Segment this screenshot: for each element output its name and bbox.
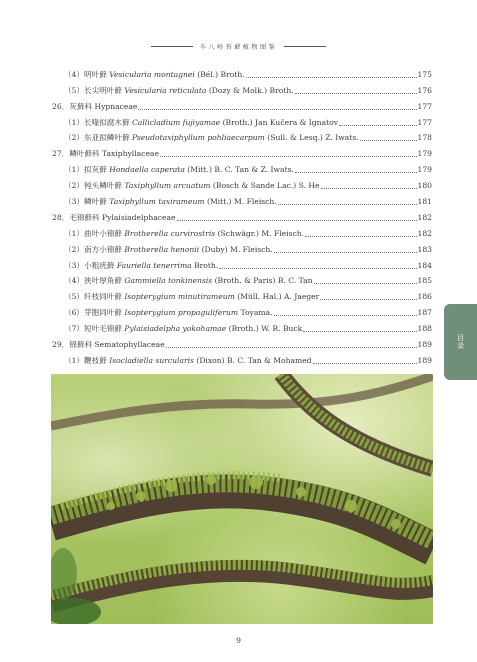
toc-species-entry[interactable] <box>52 175 432 191</box>
toc-entry-name: （5）长尖明叶藓 <box>64 85 125 95</box>
toc-family-entry[interactable] <box>52 143 432 159</box>
contents-side-tab[interactable] <box>444 304 477 380</box>
toc-entry-page: 178 <box>417 133 432 143</box>
toc-entry-page: 179 <box>417 149 432 159</box>
header-right-rule <box>284 46 326 47</box>
toc-entry-name: （2）南方小锦藓 <box>64 244 125 254</box>
toc-entry-author: (Dixon) B. C. Tan & Mohamed <box>193 355 312 365</box>
toc-entry-page: 177 <box>417 117 432 127</box>
toc-entry-latin-name: Gammiella tonkinensis <box>124 276 213 286</box>
toc-entry-label <box>64 356 312 366</box>
toc-dot-leader <box>295 172 417 173</box>
toc-entry-latin-name: Hondaella caperata <box>109 165 185 175</box>
toc-species-entry[interactable] <box>52 112 432 128</box>
toc-species-entry[interactable] <box>52 64 432 80</box>
toc-entry-page: 176 <box>417 85 432 95</box>
toc-entry-latin-name: Fauriella tenerrima <box>116 260 192 270</box>
toc-entry-label <box>64 276 313 286</box>
toc-entry-author: (Schwägr.) M. Fleisch. <box>215 228 305 238</box>
moss-photo <box>51 374 433 624</box>
toc-entry-label <box>64 70 245 80</box>
toc-dot-leader <box>360 140 417 141</box>
toc-entry-name: （5）纤枝同叶藓 <box>64 292 125 302</box>
toc-entry-name: （1）拟灰藓 <box>64 165 110 175</box>
toc-species-entry[interactable] <box>52 128 432 144</box>
toc-entry-latin-name: Callicladium fujiyamae <box>132 117 221 127</box>
toc-entry-author: Broth. <box>191 260 219 270</box>
toc-entry-page: 179 <box>417 165 432 175</box>
toc-entry-name: （1）长喙拟腐木藓 <box>64 117 132 127</box>
toc-dot-leader <box>305 236 416 237</box>
toc-dot-leader <box>160 156 417 157</box>
toc-entry-author: (Bél.) Broth. <box>194 69 245 79</box>
toc-entry-label <box>52 102 137 112</box>
toc-entry-page: 189 <box>417 340 432 350</box>
toc-dot-leader <box>320 299 416 300</box>
toc-entry-label <box>64 197 277 207</box>
toc-entry-name: 27．鳞叶藓科 Taxiphyllaceae <box>52 149 159 159</box>
page-number: 9 <box>236 636 241 645</box>
toc-dot-leader <box>303 331 416 332</box>
toc-entry-label <box>64 133 359 143</box>
toc-entry-author: (Broth.) W. R. Buck <box>226 324 303 334</box>
toc-entry-label <box>64 324 302 334</box>
toc-dot-leader <box>278 204 417 205</box>
toc-species-entry[interactable] <box>52 255 432 271</box>
toc-entry-author: (Bosch & Sande Lac.) S. He <box>210 181 320 191</box>
toc-entry-page: 183 <box>417 244 432 254</box>
toc-entry-label <box>52 213 176 223</box>
toc-species-entry[interactable] <box>52 271 432 287</box>
toc-entry-page: 180 <box>417 181 432 191</box>
toc-entry-latin-name: Vesicularia montagnei <box>109 69 195 79</box>
toc-entry-label <box>64 118 338 128</box>
toc-entry-author: (Mitt.) M. Fleisch. <box>204 197 277 207</box>
toc-entry-latin-name: Brotherella henonii <box>124 244 200 254</box>
side-tab-label: 目录 <box>456 334 465 350</box>
toc-entry-name: 26．灰藓科 Hypnaceae <box>52 101 138 111</box>
toc-entry-page: 188 <box>417 324 432 334</box>
toc-entry-latin-name: Taxiphyllum arcuatum <box>124 181 211 191</box>
toc-entry-page: 185 <box>417 276 432 286</box>
toc-dot-leader <box>274 252 417 253</box>
toc-entry-page: 177 <box>417 101 432 111</box>
toc-entry-latin-name: Pseudotaxiphyllum pohliaecarpum <box>132 133 265 143</box>
toc-family-entry[interactable] <box>52 334 432 350</box>
toc-entry-label <box>64 86 294 96</box>
toc-entry-latin-name: Pylaisiadelpha yokohamae <box>124 324 227 334</box>
running-header <box>0 40 477 52</box>
table-of-contents <box>52 64 432 366</box>
toc-dot-leader <box>321 188 417 189</box>
toc-dot-leader <box>138 109 416 110</box>
toc-species-entry[interactable] <box>52 318 432 334</box>
toc-entry-page: 175 <box>417 69 432 79</box>
toc-entry-page: 189 <box>417 355 432 365</box>
toc-species-entry[interactable] <box>52 191 432 207</box>
toc-entry-page: 186 <box>417 292 432 302</box>
toc-entry-latin-name: Brotherella curvirostris <box>124 228 216 238</box>
toc-entry-name: （7）短叶毛锦藓 <box>64 324 125 334</box>
toc-entry-author: (Müll. Hal.) A. Jaeger <box>234 292 320 302</box>
toc-entry-label <box>52 149 159 159</box>
toc-family-entry[interactable] <box>52 96 432 112</box>
toc-entry-label <box>64 229 304 239</box>
toc-entry-page: 187 <box>417 308 432 318</box>
toc-dot-leader <box>295 93 417 94</box>
toc-dot-leader <box>177 220 417 221</box>
toc-entry-label <box>64 181 320 191</box>
toc-entry-name: （3）鳞叶藓 <box>64 197 110 207</box>
toc-entry-label <box>64 292 319 302</box>
moss-on-branches-illustration <box>51 374 433 624</box>
toc-entry-latin-name: Vesicularia reticulata <box>124 85 207 95</box>
toc-entry-author: Toyama. <box>238 308 273 318</box>
toc-species-entry[interactable] <box>52 80 432 96</box>
toc-entry-label <box>64 308 273 318</box>
toc-entry-name: （1）曲叶小锦藓 <box>64 228 125 238</box>
toc-species-entry[interactable] <box>52 302 432 318</box>
toc-entry-author: (Mitt.) B. C. Tan & Z. Iwats. <box>184 165 294 175</box>
toc-dot-leader <box>339 125 416 126</box>
toc-entry-label <box>64 165 294 175</box>
header-left-rule <box>151 46 193 47</box>
toc-entry-latin-name: Isopterygium minutirameum <box>124 292 235 302</box>
toc-entry-label <box>64 245 273 255</box>
toc-entry-page: 182 <box>417 212 432 222</box>
header-title: 车八岭苔藓植物图鉴 <box>199 43 278 51</box>
toc-entry-name: （3）小粗疣藓 <box>64 260 117 270</box>
toc-entry-author: (Duby) M. Fleisch. <box>199 244 273 254</box>
toc-dot-leader <box>314 283 417 284</box>
toc-entry-name: 29．锦藓科 Sematophyllaceae <box>52 340 165 350</box>
toc-entry-author: (Dozy & Molk.) Broth. <box>206 85 294 95</box>
toc-species-entry[interactable] <box>52 159 432 175</box>
toc-species-entry[interactable] <box>52 286 432 302</box>
toc-species-entry[interactable] <box>52 223 432 239</box>
toc-entry-author: (Sull. & Lesq.) Z. Iwats. <box>264 133 359 143</box>
toc-entry-name: （1）鞭枝藓 <box>64 355 110 365</box>
toc-entry-label <box>52 340 165 350</box>
toc-species-entry[interactable] <box>52 350 432 366</box>
toc-entry-page: 184 <box>417 260 432 270</box>
toc-entry-label <box>64 261 218 271</box>
toc-entry-name: （4）明叶藓 <box>64 69 110 79</box>
toc-entry-author: (Broth. & Paris) B. C. Tan <box>212 276 313 286</box>
toc-entry-latin-name: Isocladiella surcularis <box>109 355 194 365</box>
toc-entry-latin-name: Taxiphyllum taxirameum <box>109 197 205 207</box>
toc-dot-leader <box>313 363 417 364</box>
toc-entry-page: 181 <box>417 197 432 207</box>
toc-entry-name: （4）狭叶厚角藓 <box>64 276 125 286</box>
toc-dot-leader <box>246 77 417 78</box>
toc-entry-page: 182 <box>417 228 432 238</box>
toc-entry-latin-name: Isopterygium propaguliferum <box>124 308 239 318</box>
toc-species-entry[interactable] <box>52 239 432 255</box>
toc-dot-leader <box>166 347 417 348</box>
toc-dot-leader <box>219 268 416 269</box>
toc-entry-author: (Broth.) Jan Kučera & Ignatov <box>220 117 339 127</box>
toc-dot-leader <box>274 315 417 316</box>
toc-entry-name: （2）东亚拟鳞叶藓 <box>64 133 132 143</box>
toc-entry-name: 28．毛锦藓科 Pylaisiadelphaceae <box>52 212 176 222</box>
toc-entry-name: （6）芽胞同叶藓 <box>64 308 125 318</box>
toc-entry-name: （2）钝头鳞叶藓 <box>64 181 125 191</box>
toc-family-entry[interactable] <box>52 207 432 223</box>
